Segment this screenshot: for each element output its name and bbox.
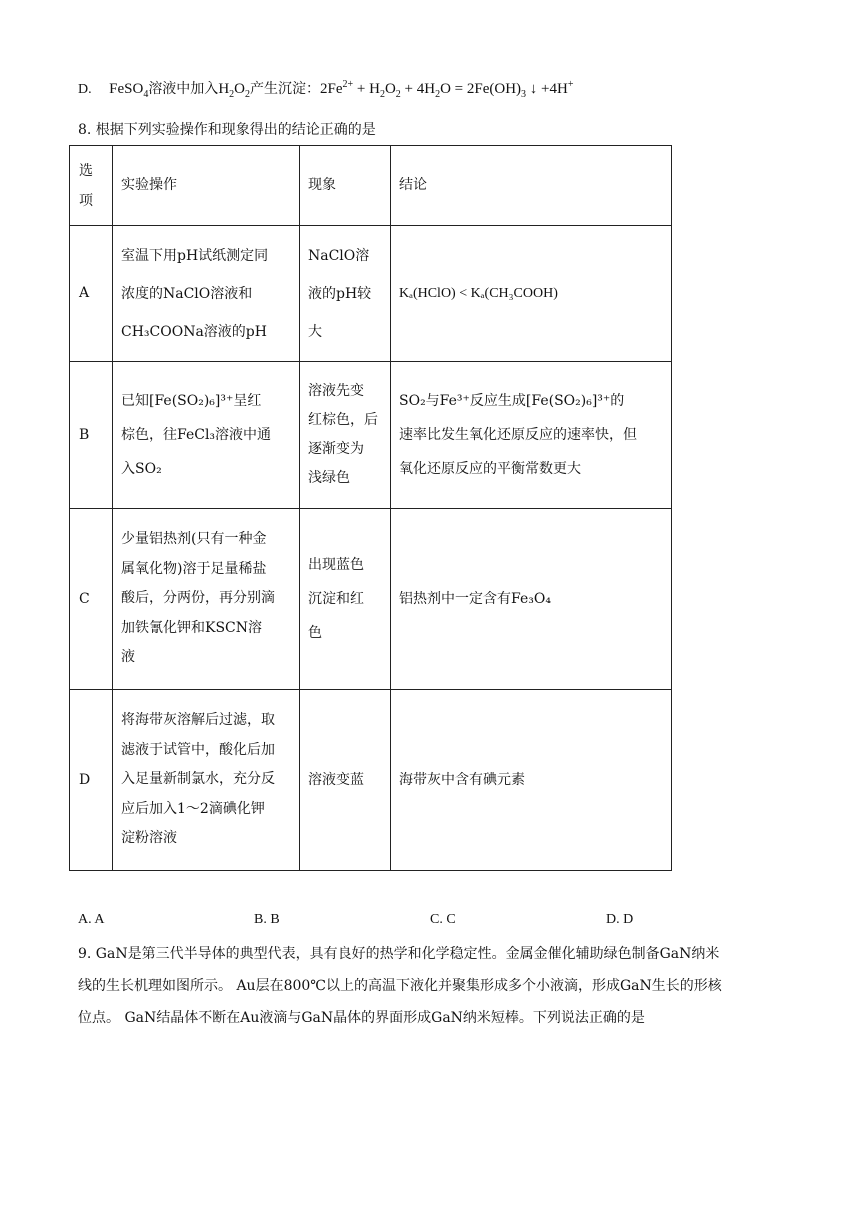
table-row (70, 509, 672, 690)
q9-paragraph (78, 938, 784, 1034)
row-a-phenomenon: NaClO溶 液的pH较 大 (300, 226, 391, 362)
choice-b[interactable]: B. B (254, 912, 280, 927)
choice-d[interactable]: D. D (606, 912, 634, 927)
row-a-conclusion: Kₐ(HClO) < Kₐ(CH₃COOH) (391, 226, 672, 362)
q9-line-2: 线的生长机理如图所示。 Au层在800℃以上的高温下液化并聚集形成多个小液滴，形成GaN生长的形核 (78, 978, 722, 994)
row-d-option: D (70, 690, 113, 871)
row-c-option: C (70, 509, 113, 690)
q7d-text-mid: 溶液中加入 (148, 82, 219, 97)
row-a-operation: 室温下用pH试纸测定同 浓度的NaClO溶液和 CH₃COONa溶液的pH (113, 226, 300, 362)
row-b-phenomenon: 溶液先变 红棕色，后 逐渐变为 浅绿色 (300, 362, 391, 509)
q7d-feso4: FeSO$_4$ (109, 81, 149, 100)
row-d-conclusion: 海带灰中含有碘元素 (391, 690, 672, 871)
q7d-text-after: 产生沉淀： (250, 82, 320, 97)
row-b-conclusion: SO₂与Fe³⁺反应生成[Fe(SO₂)₆]³⁺的 速率比发生氧化还原反应的速率快，但 氧化还原反应的平衡常数更大 (391, 362, 672, 509)
table-row (70, 362, 672, 509)
q7-option-d (78, 78, 573, 98)
q7d-label: D. (78, 82, 92, 97)
q9-line-3: 位点。 GaN结晶体不断在Au液滴与GaN晶体的界面形成GaN纳米短棒。下列说法正确的是 (78, 1010, 645, 1026)
row-b-operation: 已知[Fe(SO₂)₆]³⁺呈红 棕色，往FeCl₃溶液中通 入SO₂ (113, 362, 300, 509)
row-c-phenomenon: 出现蓝色 沉淀和红 色 (300, 509, 391, 690)
q9-line-1: 9. GaN是第三代半导体的典型代表，具有良好的热学和化学稳定性。金属金催化辅助绿色制备GaN纳米 (78, 946, 720, 962)
header-conclusion: 结论 (391, 146, 672, 226)
q7d-h2o2: $H_2O_2$ (218, 81, 250, 100)
table-row (70, 226, 672, 362)
row-c-operation: 少量铝热剂(只有一种金 属氧化物)溶于足量稀盐 酸后，分两份，再分别滴 加铁氰化钾和KSCN溶 液 (113, 509, 300, 690)
table-header-row (70, 146, 672, 226)
header-option: 选 项 (70, 146, 113, 226)
row-c-conclusion: 铝热剂中一定含有Fe₃O₄ (391, 509, 672, 690)
q8-table (69, 145, 672, 871)
row-d-phenomenon: 溶液变蓝 (300, 690, 391, 871)
row-d-operation: 将海带灰溶解后过滤，取 滤液于试管中，酸化后加 入足量新制氯水，充分反 应后加入1～2滴碘化钾 淀粉溶液 (113, 690, 300, 871)
q8-stem: 8. 根据下列实验操作和现象得出的结论正确的是 (78, 122, 376, 138)
header-operation: 实验操作 (113, 146, 300, 226)
row-a-option: A (70, 226, 113, 362)
choice-a[interactable]: A. A (78, 912, 105, 927)
q7d-equation: $2Fe^{2+} + H_2O_2 + 4H_2O = 2Fe(OH)_3$ ↓ +4H+ (320, 79, 574, 100)
row-b-option: B (70, 362, 113, 509)
header-phenomenon: 现象 (300, 146, 391, 226)
choice-c[interactable]: C. C (430, 912, 456, 927)
table-row (70, 690, 672, 871)
